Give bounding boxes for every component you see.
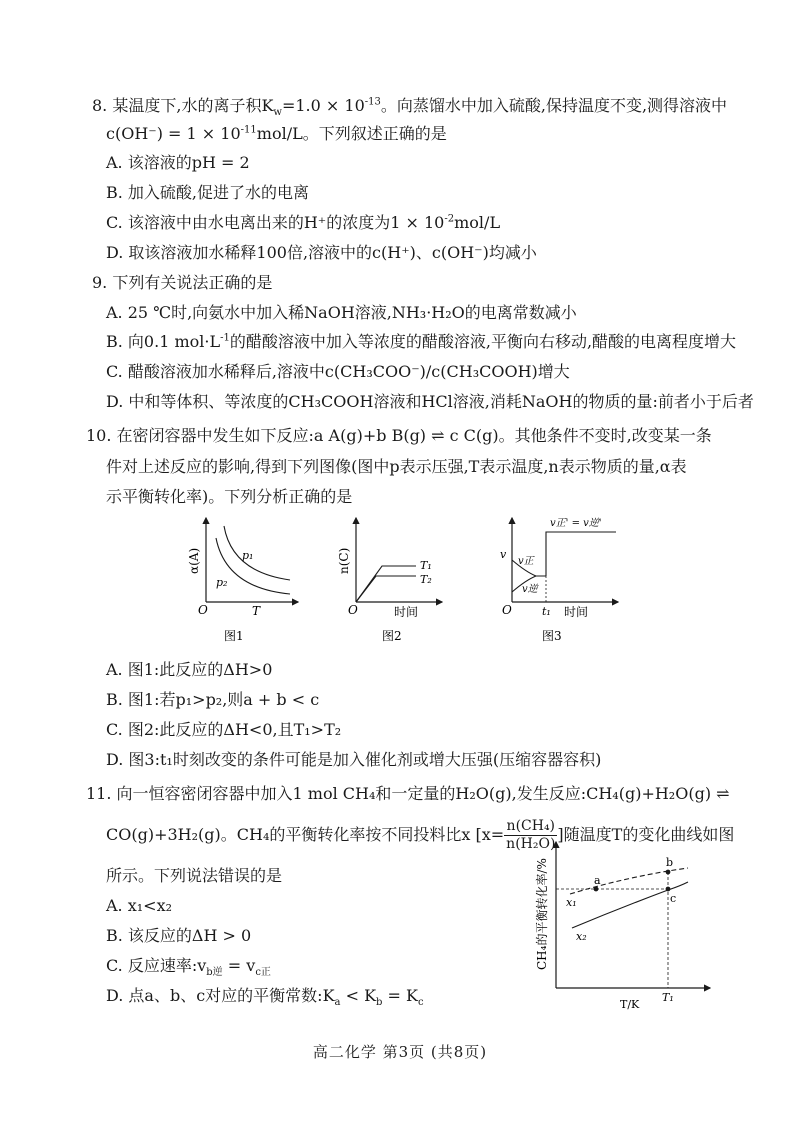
fig3-xlabel: 时间 — [564, 605, 589, 619]
fig2-curve-t1 — [356, 566, 416, 602]
fig1-curve-p1-label: p₁ — [242, 549, 254, 562]
q9-option-a: A. 25 ℃时,向氨水中加入稀NaOH溶液,NH₃·H₂O的电离常数减小 — [106, 303, 577, 322]
q11-figure — [520, 838, 720, 1017]
q11-fig-point-c — [666, 887, 671, 892]
q11-stem-line1: 11. 向一恒容密闭容器中加入1 mol CH₄和一定量的H₂O(g),发生反应:CH₄(g)+H₂O(g) ⇌ — [86, 784, 730, 803]
q11-fraction: $\frac{\text{n(CH₄)}}{\text{n(H₂O)}}$ — [506, 818, 556, 852]
q11-option-d: D. 点a、b、c对应的平衡常数$:K_a < K_b = K_c$ — [106, 986, 424, 1009]
q9-stem: 9. 下列有关说法正确的是 — [92, 273, 273, 292]
fig1-xlabel: T — [252, 604, 261, 618]
fig2-origin: O — [348, 603, 358, 617]
fig2-curve-t1-label: T₁ — [420, 559, 432, 572]
q11-fig-ylabel: CH₄的平衡转化率/% — [535, 858, 549, 970]
q11-fig-xlabel: T/K — [620, 998, 640, 1011]
q10-figure-2 — [334, 512, 454, 651]
q11-fig-point-b — [666, 870, 671, 875]
q10-option-c: C. 图2:此反应的ΔH<0,且T₁>T₂ — [106, 720, 342, 739]
fig1-curve-p2-label: p₂ — [216, 576, 228, 589]
q10-figure-1 — [180, 512, 310, 651]
q11-stem-line2: CO(g)+3H₂(g)。CH₄的平衡转化率按不同投料比x [x= $\frac{\text{n(CH₄)}}{\text{n(H₂O)}}$ ]随温度T的变化曲线如图 — [106, 818, 735, 852]
q11-fig-label-x2: x₂ — [576, 930, 587, 943]
q9-option-b: B. 向0.1 $mol\cdot L^{-1}$的醋酸溶液中加入等浓度的醋酸溶液,平衡向右移动,醋酸的电离程度增大 — [106, 332, 737, 351]
q8-option-b: B. 加入硫酸,促进了水的电离 — [106, 183, 310, 202]
fig3-caption: 图3 — [542, 629, 562, 643]
fig3-origin: O — [502, 603, 512, 617]
q8-stem-line2: $c(OH^-) = 1 \times 10^{-11}mol/L$。下列叙述正确的是 — [106, 124, 447, 143]
q9-option-c: C. 醋酸溶液加水稀释后,溶液中c(CH₃COO⁻)/c(CH₃COOH)增大 — [106, 362, 570, 381]
q11-fig-label-a: a — [594, 874, 601, 887]
fig3-after-label: v正' = v逆' — [550, 518, 602, 529]
fig2-xlabel: 时间 — [394, 605, 419, 619]
q10-stem-line3: 示平衡转化率)。下列分析正确的是 — [106, 487, 353, 506]
q10-stem-line2: 件对上述反应的影响,得到下列图像(图中p表示压强,T表示温度,n表示物质的量,α表 — [106, 457, 687, 476]
q11-option-a: A. x₁<x₂ — [106, 896, 173, 915]
fig3-ylabel: v — [500, 548, 507, 561]
q10-option-a: A. 图1:此反应的ΔH>0 — [106, 660, 273, 679]
q11-stem-line3: 所示。下列说法错误的是 — [106, 866, 283, 885]
q8-option-d: D. 取该溶液加水稀释100倍,溶液中的c(H⁺)、c(OH⁻)均减小 — [106, 243, 537, 262]
fig3-t1-label: t₁ — [542, 605, 551, 618]
q10-option-d: D. 图3:t₁时刻改变的条件可能是加入催化剂或增大压强(压缩容器容积) — [106, 750, 602, 769]
fig1-caption: 图1 — [224, 629, 244, 643]
fig2-ylabel: n(C) — [337, 547, 351, 574]
q11-option-b: B. 该反应的ΔH > 0 — [106, 926, 252, 945]
q11-fig-T1-label: T₁ — [662, 991, 674, 1004]
q11-fig-point-a — [594, 887, 599, 892]
fig3-v-forward-label: v正 — [518, 556, 534, 567]
q8-option-c: C. 该溶液中由水电离出来的H⁺的浓度为$1 \times 10^{-2}mol/L$ — [106, 213, 501, 232]
q11-fig-label-c: c — [670, 892, 677, 905]
page-footer: 高二化学 第3页 (共8页) — [312, 1043, 488, 1061]
q11-fig-label-b: b — [666, 856, 674, 869]
q10-option-b: B. 图1:若p₁>p₂,则a + b < c — [106, 690, 320, 709]
fig3-jump — [546, 532, 616, 576]
fig2-curve-t2-label: T₂ — [420, 573, 432, 586]
q11-fig-label-x1: x₁ — [566, 896, 577, 909]
fig1-origin: O — [198, 603, 208, 617]
q10-figure-3 — [490, 512, 630, 651]
fig2-caption: 图2 — [382, 629, 402, 643]
q8-option-a: A. 该溶液的pH = 2 — [106, 153, 250, 172]
q10-stem-line1: 10. 在密闭容器中发生如下反应:a A(g)+b B(g) ⇌ c C(g)。其他条件不变时,改变某一条 — [86, 426, 712, 445]
fig1-ylabel: α(A) — [187, 547, 201, 574]
q8-stem-line1: 8. 某温度下,水的离子积$K_w=1.0 \times 10^{-13}$。向蒸馏水中加入硫酸,保持温度不变,测得溶液中 — [92, 96, 728, 119]
q11-option-c: C. 反应速率$:v_{b逆} = v_{c正}$ — [106, 956, 271, 979]
q9-option-d: D. 中和等体积、等浓度的CH₃COOH溶液和HCl溶液,消耗NaOH的物质的量:前者小于后者 — [106, 392, 754, 411]
fig3-v-reverse-label: v逆 — [522, 584, 538, 595]
